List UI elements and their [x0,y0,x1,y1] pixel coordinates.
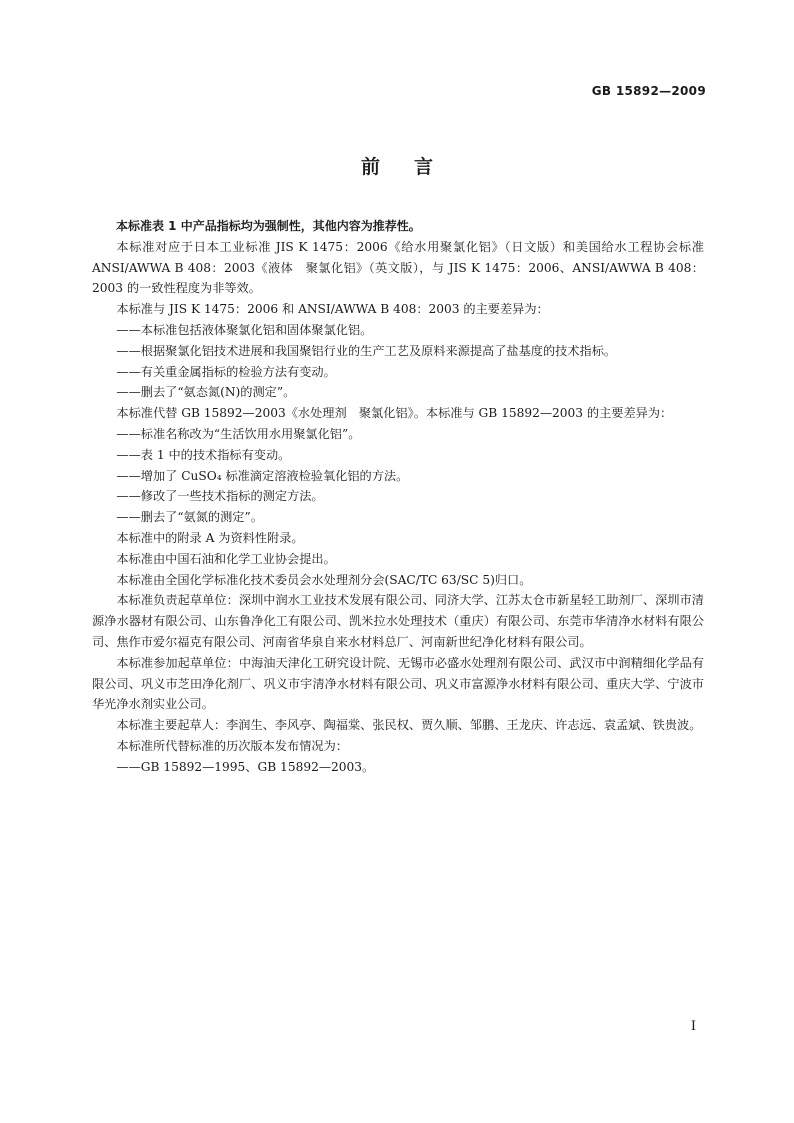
list-item: ——本标准包括液体聚氯化铝和固体聚氯化铝。 [116,322,373,337]
paragraph-differences-intro: 本标准与 JIS K 1475：2006 和 ANSI/AWWA B 408：2003 的主要差异为： [116,302,549,317]
paragraph-centralized: 本标准由全国化学标准化技术委员会水处理剂分会(SAC/TC 63/SC 5)归口。 [116,572,532,587]
paragraph-drafting-units: 本标准负责起草单位：深圳中润水工业技术发展有限公司、同济大学、江苏太仓市新星轻工助剂厂、深圳市清源净水器材有限公司、山东鲁净化工有限公司、凯米拉水处理技术（重庆）有限公司、东莞市华清净水材料有限公司、焦作市爱尔福克有限公司、河南省华泉自来水材料总厂、河南新世纪净化材料有限公司。 [92,593,704,649]
list-item: ——修改了一些技术指标的测定方法。 [116,489,324,504]
list-item: ——根据聚氯化铝技术进展和我国聚铝行业的生产工艺及原料来源提高了盐基度的技术指标。 [116,343,617,358]
paragraph-appendix: 本标准中的附录 A 为资料性附录。 [116,530,304,545]
page-title: 前言 [360,156,467,178]
paragraph-drafters: 本标准主要起草人：李润生、李风亭、陶福棠、张民权、贾久顺、邹鹏、王龙庆、许志远、袁孟斌、铁贵波。 [116,718,702,733]
list-item: ——GB 15892—1995、GB 15892—2003。 [116,759,375,774]
paragraph-replaces: 本标准代替 GB 15892—2003《水处理剂 聚氯化铝》。本标准与 GB 15892—2003 的主要差异为： [116,406,673,421]
paragraph-participating-units: 本标准参加起草单位：中海油天津化工研究设计院、无锡市必盛水处理剂有限公司、武汉市中润精细化学品有限公司、巩义市芝田净化剂厂、巩义市宇清净水材料有限公司、巩义市富源净水材料有限公司、重庆大学、宁波市华光净水剂实业公司。 [92,655,704,712]
list-item: ——标准名称改为“生活饮用水用聚氯化铝”。 [116,426,361,441]
page-number: I [690,1019,696,1034]
list-item: ——增加了 CuSO₄ 标准滴定溶液检验氧化铝的方法。 [116,468,409,483]
foreword-body [92,216,704,778]
paragraph-mandatory-note: 本标准表 1 中产品指标均为强制性，其他内容为推荐性。 [116,219,421,233]
paragraph-correspondence: 本标准对应于日本工业标准 JIS K 1475：2006《给水用聚氯化铝》（日文版）和美国给水工程协会标准 ANSI/AWWA B 408：2003《液体 聚氯化铝》（英文版），与 JIS K 1475：2006、ANSI/AWWA B 408：2003 的一致性程度为非等效。 [92,239,704,296]
paragraph-history-intro: 本标准所代替标准的历次版本发布情况为： [116,738,348,753]
paragraph-proposer: 本标准由中国石油和化学工业协会提出。 [116,551,336,566]
standard-number: GB 15892—2009 [591,84,706,98]
list-item: ——删去了“氨态氮(N)的测定”。 [116,385,296,400]
list-item: ——删去了“氨氮的测定”。 [116,510,263,525]
list-item: ——有关重金属指标的检验方法有变动。 [116,364,336,379]
list-item: ——表 1 中的技术指标有变动。 [116,447,291,462]
